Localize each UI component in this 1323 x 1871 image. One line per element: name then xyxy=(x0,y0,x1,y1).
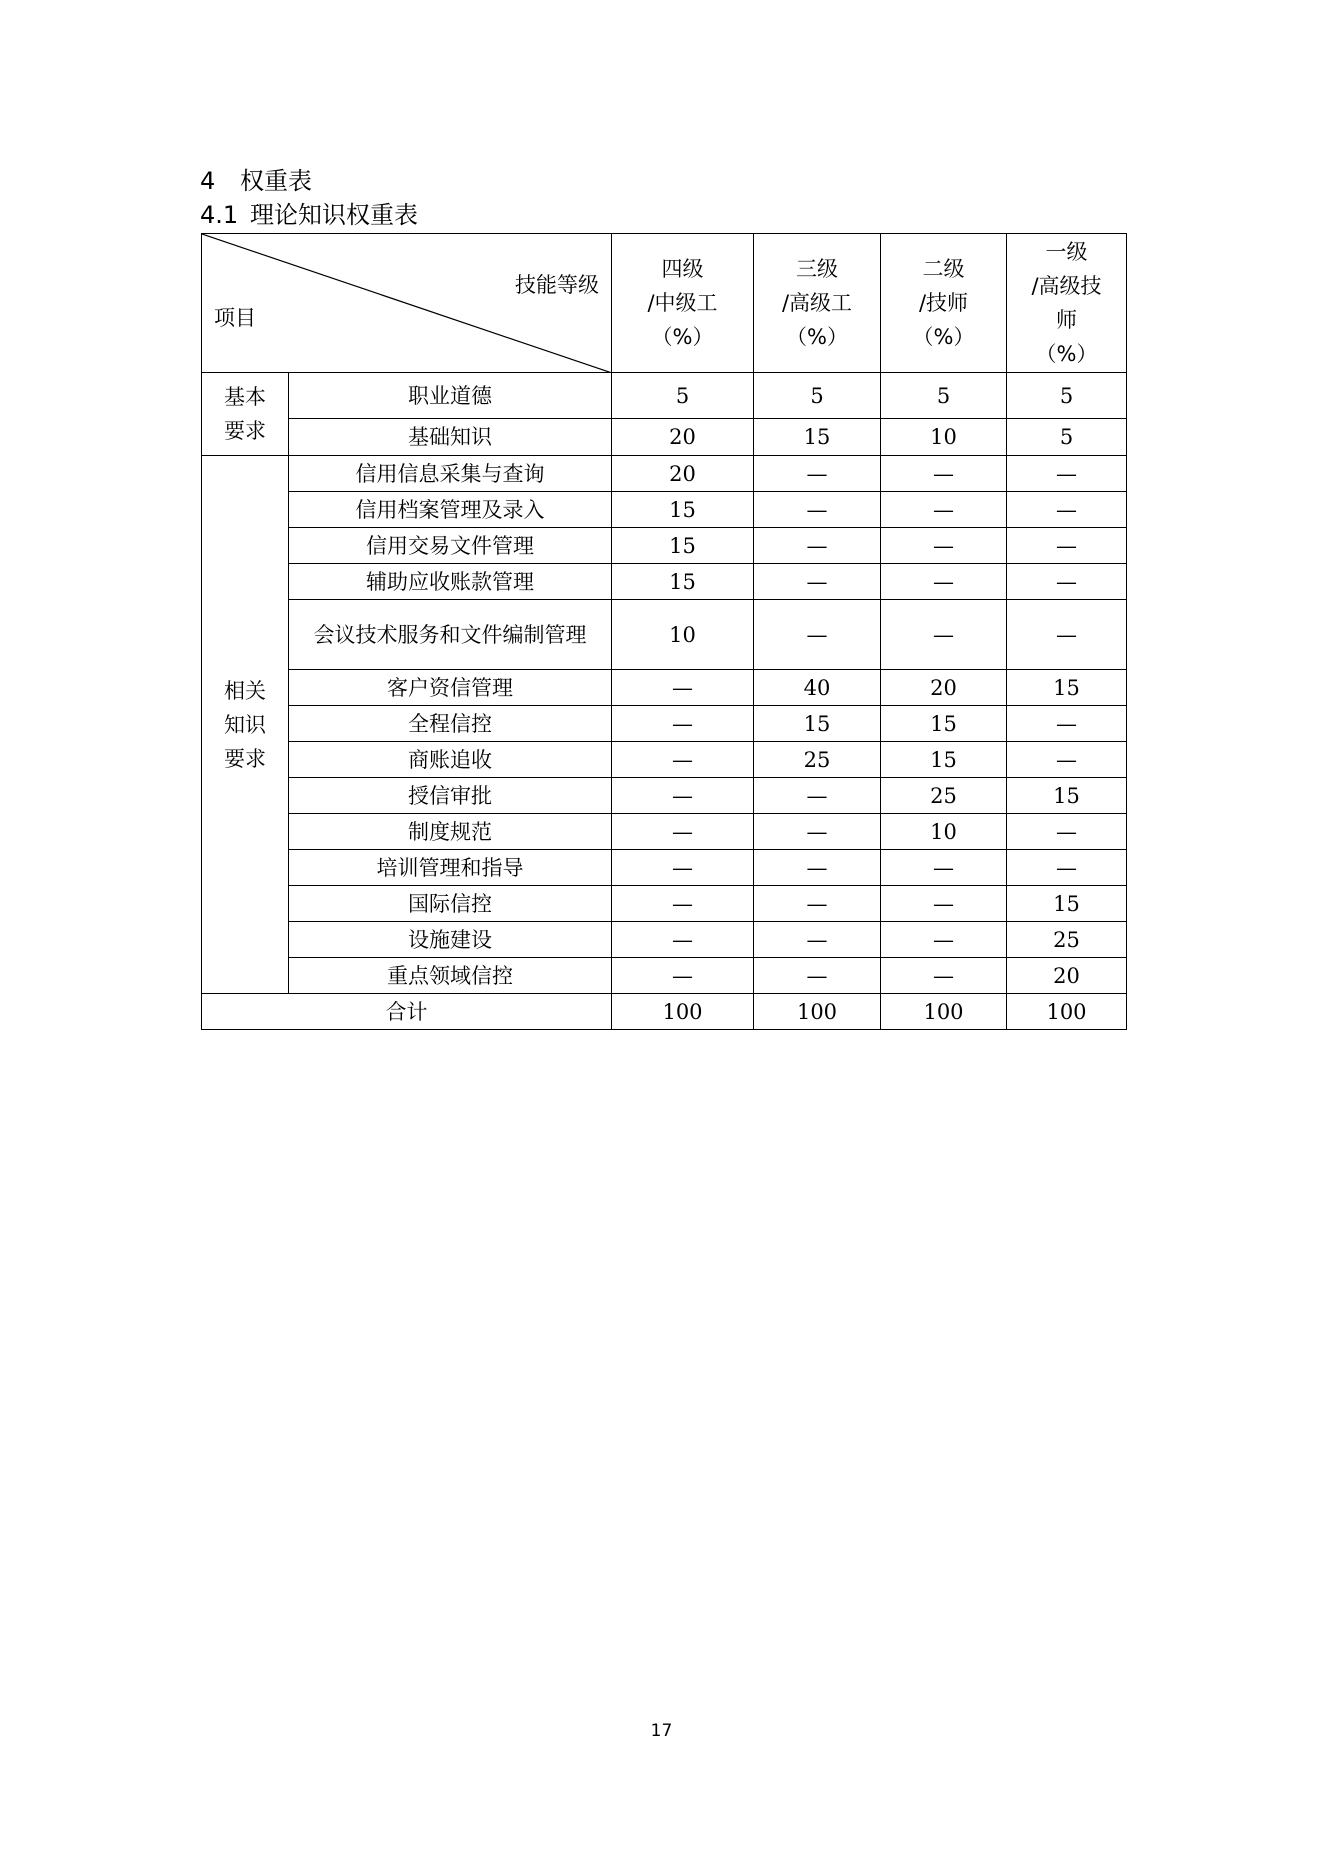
level-header-line: 二级 xyxy=(922,257,965,281)
total-cell: 100 xyxy=(612,994,754,1030)
weight-cell: — xyxy=(881,922,1007,958)
weight-cell: 20 xyxy=(881,670,1007,706)
table-row xyxy=(202,742,1127,778)
weight-cell: — xyxy=(612,742,754,778)
weight-cell: — xyxy=(612,922,754,958)
table-row xyxy=(202,814,1127,850)
item-cell: 客户资信管理 xyxy=(289,670,612,706)
item-cell: 重点领域信控 xyxy=(289,958,612,994)
total-cell: 100 xyxy=(754,994,881,1030)
weight-cell: — xyxy=(1007,814,1127,850)
weight-cell: — xyxy=(754,958,881,994)
table-row xyxy=(202,850,1127,886)
weight-cell: — xyxy=(881,564,1007,600)
weight-cell: 5 xyxy=(1007,419,1127,456)
weight-cell: — xyxy=(1007,850,1127,886)
weight-cell: — xyxy=(1007,706,1127,742)
weight-cell: — xyxy=(881,456,1007,492)
level-header-4 xyxy=(612,234,754,373)
category-label-line: 要求 xyxy=(224,746,266,771)
section-heading xyxy=(200,166,312,196)
weight-cell: 15 xyxy=(1007,670,1127,706)
weight-table xyxy=(201,233,1127,1030)
total-row xyxy=(202,994,1127,1030)
weight-cell: 20 xyxy=(1007,958,1127,994)
weight-cell: — xyxy=(612,886,754,922)
page-number: 17 xyxy=(650,1721,673,1741)
header-corner-cell xyxy=(202,234,612,373)
level-header-line: /高级技 xyxy=(1031,274,1102,298)
item-label: 项目 xyxy=(214,306,256,330)
item-cell: 信用交易文件管理 xyxy=(289,528,612,564)
weight-cell: 5 xyxy=(881,373,1007,419)
total-label: 合计 xyxy=(202,994,612,1030)
weight-cell: 15 xyxy=(881,742,1007,778)
level-header-line: 三级 xyxy=(796,257,838,281)
level-header-3 xyxy=(754,234,881,373)
item-cell: 授信审批 xyxy=(289,778,612,814)
table-row xyxy=(202,373,1127,419)
weight-cell: 10 xyxy=(612,600,754,670)
item-cell: 设施建设 xyxy=(289,922,612,958)
weight-cell: 15 xyxy=(881,706,1007,742)
weight-cell: 5 xyxy=(1007,373,1127,419)
weight-cell: — xyxy=(754,922,881,958)
weight-cell: — xyxy=(612,706,754,742)
level-header-line: /中级工 xyxy=(647,291,718,315)
item-cell: 商账追收 xyxy=(289,742,612,778)
level-header-line: 师 xyxy=(1056,308,1077,332)
weight-cell: 25 xyxy=(881,778,1007,814)
category-cell xyxy=(202,456,289,994)
item-cell: 职业道德 xyxy=(289,373,612,419)
weight-cell: 10 xyxy=(881,814,1007,850)
item-cell: 培训管理和指导 xyxy=(289,850,612,886)
level-header-1 xyxy=(1007,234,1127,373)
level-header-line: （%） xyxy=(786,325,848,349)
weight-cell: 25 xyxy=(1007,922,1127,958)
level-header-line: 四级 xyxy=(661,257,704,281)
weight-cell: 40 xyxy=(754,670,881,706)
table-row xyxy=(202,564,1127,600)
weight-cell: 25 xyxy=(754,742,881,778)
weight-cell: — xyxy=(1007,456,1127,492)
weight-cell: — xyxy=(754,600,881,670)
weight-cell: 20 xyxy=(612,456,754,492)
item-cell: 信用信息采集与查询 xyxy=(289,456,612,492)
item-cell: 会议技术服务和文件编制管理 xyxy=(289,600,612,670)
item-cell: 辅助应收账款管理 xyxy=(289,564,612,600)
weight-cell: — xyxy=(612,778,754,814)
weight-cell: — xyxy=(881,528,1007,564)
level-header-line: （%） xyxy=(912,325,975,349)
weight-cell: 15 xyxy=(612,564,754,600)
item-cell: 全程信控 xyxy=(289,706,612,742)
weight-cell: — xyxy=(612,670,754,706)
table-row xyxy=(202,419,1127,456)
weight-cell: — xyxy=(754,886,881,922)
weight-cell: — xyxy=(1007,742,1127,778)
weight-cell: — xyxy=(754,814,881,850)
weight-cell: 15 xyxy=(1007,778,1127,814)
table-row xyxy=(202,600,1127,670)
item-cell: 基础知识 xyxy=(289,419,612,456)
item-cell: 国际信控 xyxy=(289,886,612,922)
subsection-title: 理论知识权重表 xyxy=(250,201,418,229)
weight-cell: — xyxy=(612,814,754,850)
item-cell: 信用档案管理及录入 xyxy=(289,492,612,528)
category-label-line: 相关 xyxy=(224,678,266,703)
section-number: 4 xyxy=(200,167,216,195)
subsection-number: 4.1 xyxy=(200,201,239,229)
total-cell: 100 xyxy=(1007,994,1127,1030)
level-header-line: （%） xyxy=(651,325,714,349)
weight-cell: — xyxy=(881,492,1007,528)
category-label-line: 要求 xyxy=(224,419,266,443)
table-row xyxy=(202,492,1127,528)
weight-cell: — xyxy=(754,564,881,600)
level-header-line: /高级工 xyxy=(781,291,853,315)
weight-cell: 15 xyxy=(754,706,881,742)
weight-cell: — xyxy=(881,886,1007,922)
weight-cell: 10 xyxy=(881,419,1007,456)
weight-cell: 15 xyxy=(612,492,754,528)
weight-cell: — xyxy=(1007,564,1127,600)
level-header-2 xyxy=(881,234,1007,373)
table-row xyxy=(202,778,1127,814)
total-cell: 100 xyxy=(881,994,1007,1030)
skill-level-label: 技能等级 xyxy=(515,273,599,297)
weight-cell: — xyxy=(754,778,881,814)
weight-cell: — xyxy=(1007,600,1127,670)
table-row xyxy=(202,886,1127,922)
table-row xyxy=(202,528,1127,564)
weight-cell: 15 xyxy=(612,528,754,564)
section-title: 权重表 xyxy=(240,167,312,195)
weight-cell: — xyxy=(754,850,881,886)
item-cell: 制度规范 xyxy=(289,814,612,850)
level-header-line: （%） xyxy=(1035,342,1098,366)
weight-cell: — xyxy=(881,958,1007,994)
weight-cell: — xyxy=(754,456,881,492)
diagonal-line xyxy=(202,234,612,373)
category-label-line: 知识 xyxy=(224,712,266,737)
weight-cell: 5 xyxy=(754,373,881,419)
table-row xyxy=(202,706,1127,742)
weight-cell: — xyxy=(881,850,1007,886)
table-row xyxy=(202,456,1127,492)
weight-cell: — xyxy=(1007,492,1127,528)
weight-cell: — xyxy=(612,850,754,886)
category-label-line: 基本 xyxy=(224,385,266,409)
weight-cell: — xyxy=(754,528,881,564)
table-row xyxy=(202,958,1127,994)
category-cell xyxy=(202,373,289,456)
weight-cell: — xyxy=(754,492,881,528)
weight-cell: 5 xyxy=(612,373,754,419)
weight-cell: — xyxy=(612,958,754,994)
weight-cell: — xyxy=(881,600,1007,670)
weight-cell: 15 xyxy=(1007,886,1127,922)
table-row xyxy=(202,670,1127,706)
weight-cell: 15 xyxy=(754,419,881,456)
level-header-line: /技师 xyxy=(918,291,969,315)
subsection-heading xyxy=(200,200,418,230)
table-row xyxy=(202,922,1127,958)
weight-cell: — xyxy=(1007,528,1127,564)
level-header-line: 一级 xyxy=(1045,240,1088,264)
weight-cell: 20 xyxy=(612,419,754,456)
header-row xyxy=(202,234,1127,373)
